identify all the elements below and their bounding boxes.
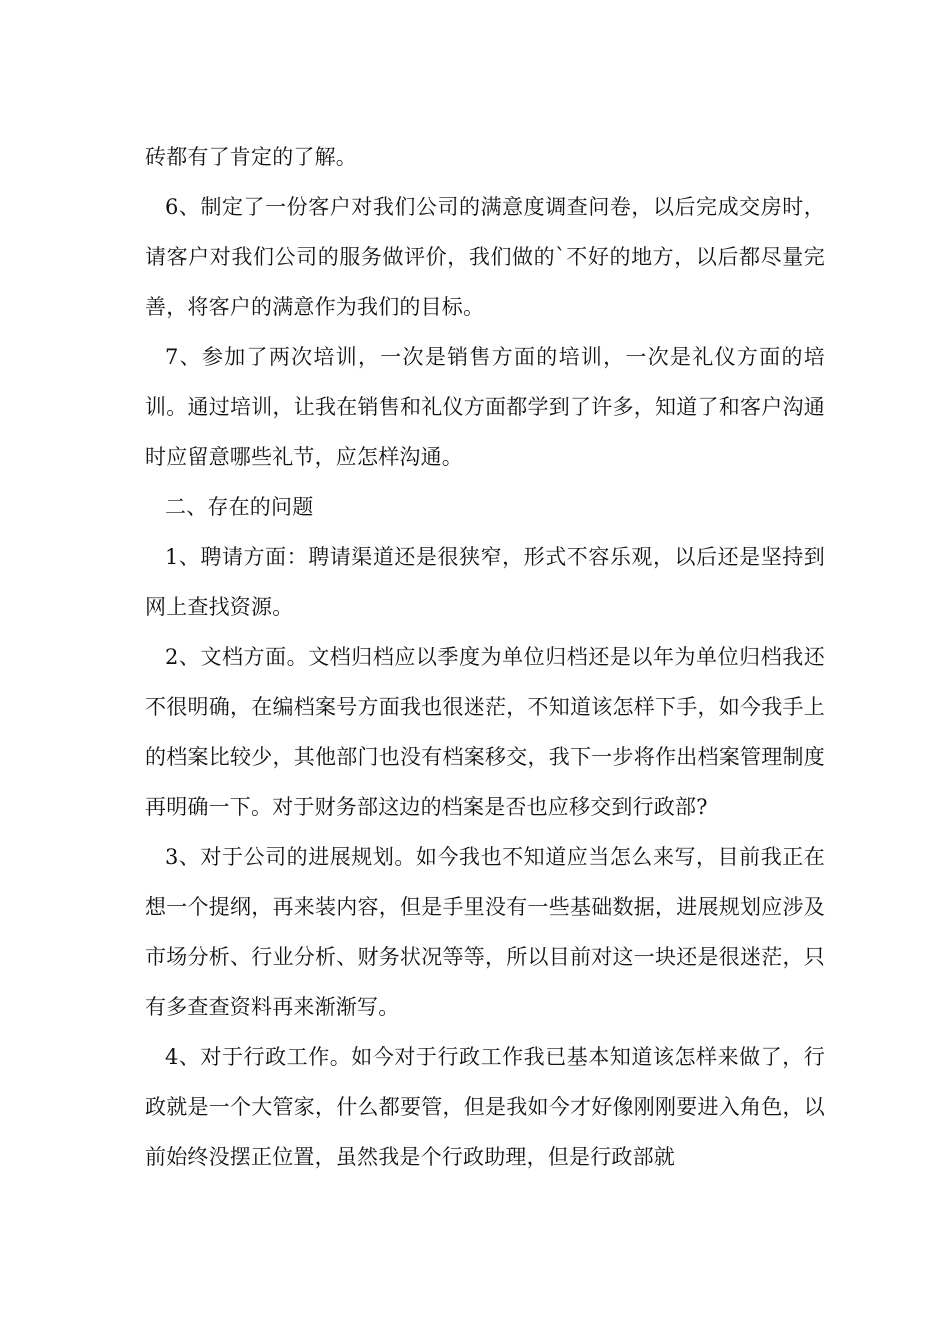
paragraph-problem-3: 3、对于公司的进展规划。如今我也不知道应当怎么来写，目前我正在想一个提纲，再来装内容，但是手里没有一些基础数据，进展规划应涉及市场分析、行业分析、财务状况等等，所以目前对这一块还是很迷茫，只有多查查资料再来渐渐写。 (145, 845, 825, 1019)
document-page (145, 132, 825, 1182)
paragraph-problem-2: 2、文档方面。文档归档应以季度为单位归档还是以年为单位归档我还不很明确，在编档案号方面我也很迷茫，不知道该怎样下手，如今我手上的档案比较少，其他部门也没有档案移交，我下一步将作出档案管理制度再明确一下。对于财务部这边的档案是否也应移交到行政部? (145, 645, 825, 819)
section-heading-problems: 二、存在的问题 (165, 495, 314, 519)
paragraph-item-6: 6、制定了一份客户对我们公司的满意度调查问卷，以后完成交房时，请客户对我们公司的服务做评价，我们做的`不好的地方，以后都尽量完善，将客户的满意作为我们的目标。 (145, 195, 825, 319)
paragraph-item-7: 7、参加了两次培训，一次是销售方面的培训，一次是礼仪方面的培训。通过培训，让我在销售和礼仪方面都学到了许多，知道了和客户沟通时应留意哪些礼节，应怎样沟通。 (145, 345, 825, 469)
paragraph-problem-4: 4、对于行政工作。如今对于行政工作我已基本知道该怎样来做了，行政就是一个大管家，什么都要管，但是我如今才好像刚刚要进入角色，以前始终没摆正位置，虽然我是个行政助理，但是行政部就 (145, 1045, 825, 1169)
paragraph-continuation: 砖都有了肯定的了解。 (145, 145, 357, 169)
paragraph-problem-1: 1、聘请方面：聘请渠道还是很狭窄，形式不容乐观，以后还是坚持到网上查找资源。 (145, 545, 825, 619)
